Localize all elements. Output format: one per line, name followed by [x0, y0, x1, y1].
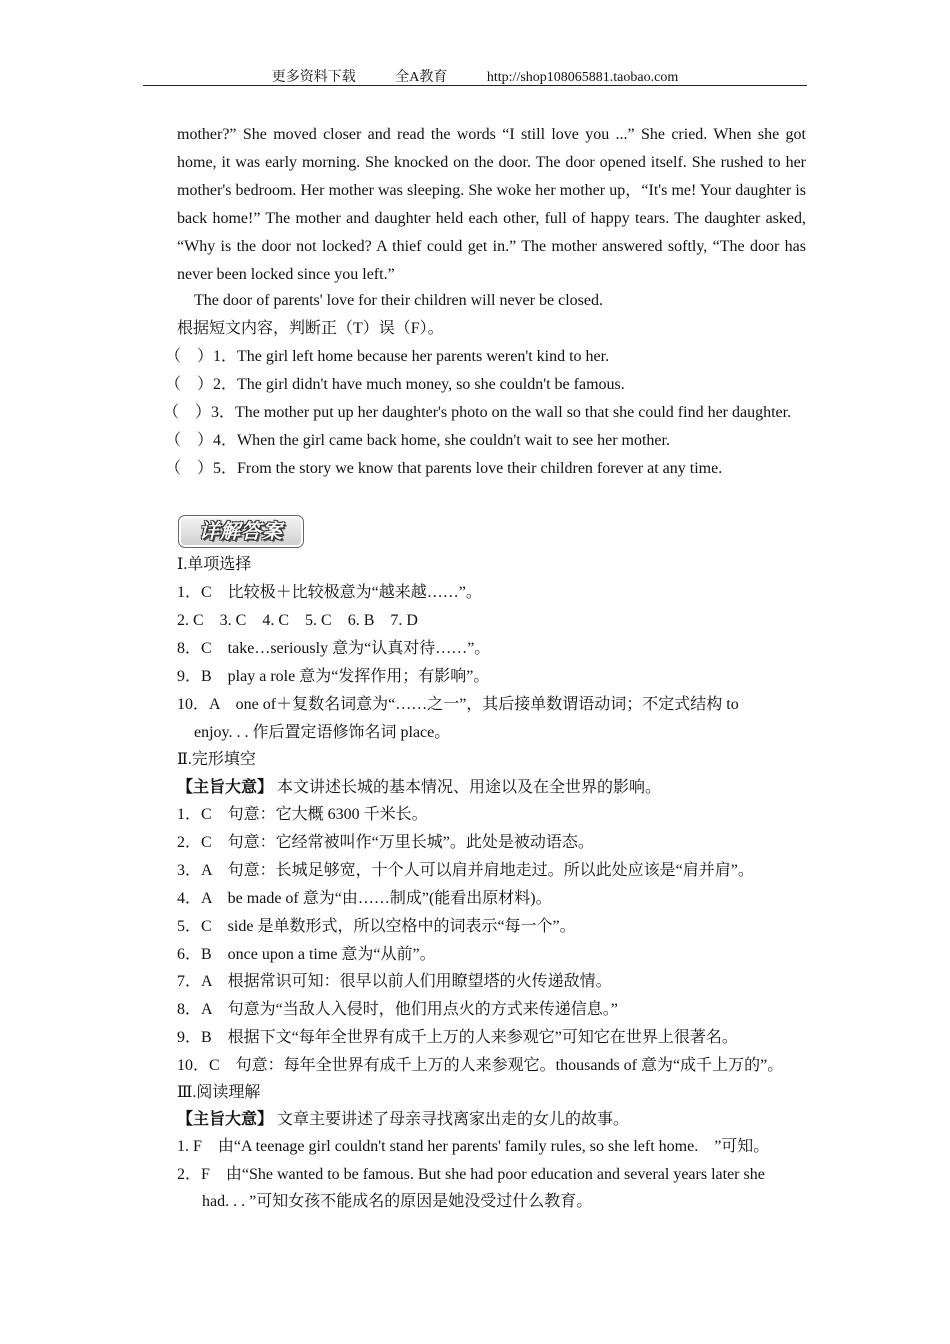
- passage-continuation: mother?” She moved closer and read the words “I still love you ...” She cried. When she got home, it was early morning. She knocked on the door. The door opened itself. She rushed to her mother's bedroom. Her mother was sleeping. She woke her mother up，“It's me! Your daughter is back home!” The mother and daughter held each other, full of happy tears. The daughter asked, “Why is the door not locked? A thief could get in.” The mother answered softly, “The door has never been locked since you left.”: [177, 126, 806, 283]
- main-idea-label: 【主旨大意】: [177, 779, 274, 796]
- answer-line: 8．C take…seriously 意为“认真对待……”。: [177, 640, 491, 657]
- answer-line: 3．A 句意：长城足够宽，十个人可以肩并肩地走过。所以此处应该是“肩并肩”。: [177, 862, 754, 879]
- question-3: （ ）3．The mother put up her daughter's photo on the wall so that she could find her daughter.: [163, 404, 792, 421]
- answer-line: 6．B once upon a time 意为“从前”。: [177, 946, 436, 963]
- section-3-main-idea: [177, 1110, 629, 1130]
- header-brand: 全A教育: [395, 70, 448, 85]
- answer-line: 1. F 由“A teenage girl couldn't stand her parents' family rules, so she left home. ”可知。: [177, 1138, 770, 1155]
- question-4: （ ）4．When the girl came back home, she couldn't wait to see her mother.: [165, 432, 670, 449]
- answer-line: enjoy. . . 作后置定语修饰名词 place。: [194, 724, 451, 741]
- answer-line: 4．A be made of 意为“由……制成”(能看出原材料)。: [177, 890, 552, 907]
- answer-line: 1．C 比较极＋比较极意为“越来越……”。: [177, 584, 482, 601]
- answer-line: had. . . ”可知女孩不能成名的原因是她没受过什么教育。: [202, 1193, 593, 1210]
- main-idea-label: 【主旨大意】: [177, 1111, 274, 1128]
- answer-line: 10．C 句意：每年全世界有成千上万的人来参观它。thousands of 意为“成千上万的”。: [177, 1057, 784, 1074]
- answer-line: 2．C 句意：它经常被叫作“万里长城”。此处是被动语态。: [177, 834, 594, 851]
- section-3-title: Ⅲ.阅读理解: [177, 1084, 261, 1101]
- answer-line: 9．B 根据下文“每年全世界有成千上万的人来参观它”可知它在世界上很著名。: [177, 1029, 738, 1046]
- answer-line: 9．B play a role 意为“发挥作用；有影响”。: [177, 668, 490, 685]
- question-2: （ ）2．The girl didn't have much money, so she couldn't be famous.: [165, 376, 625, 393]
- section-2-title: Ⅱ.完形填空: [177, 751, 256, 768]
- answer-line: 5．C side 是单数形式，所以空格中的词表示“每一个”。: [177, 918, 576, 935]
- main-idea-text: 文章主要讲述了母亲寻找离家出走的女儿的故事。: [277, 1111, 630, 1128]
- answer-line: 2. C 3. C 4. C 5. C 6. B 7. D: [177, 612, 418, 629]
- passage-closing: The door of parents' love for their children will never be closed.: [194, 292, 603, 309]
- answer-line: 8．A 句意为“当敌人入侵时，他们用点火的方式来传递信息。”: [177, 1001, 618, 1018]
- page-header: [0, 66, 950, 86]
- question-1: （ ）1．The girl left home because her parents weren't kind to her.: [165, 348, 610, 365]
- instruction: 根据短文内容，判断正（T）误（F）。: [177, 320, 444, 337]
- answer-line: 1．C 句意：它大概 6300 千米长。: [177, 806, 428, 823]
- answer-line: 10．A one of＋复数名词意为“……之一”，其后接单数谓语动词；不定式结构 to: [177, 696, 739, 713]
- header-url[interactable]: http://shop108065881.taobao.com: [486, 70, 679, 85]
- question-5: （ ）5．From the story we know that parents love their children forever at any time.: [165, 460, 723, 477]
- header-rule: [143, 85, 807, 86]
- header-more-label: 更多资料下载: [271, 70, 356, 85]
- section-2-main-idea: [177, 778, 661, 798]
- answer-line: 2．F 由“She wanted to be famous. But she had poor education and several years later she: [177, 1166, 765, 1183]
- answers-badge: 详解答案: [178, 515, 304, 548]
- section-1-title: Ⅰ.单项选择: [177, 556, 252, 573]
- main-idea-text: 本文讲述长城的基本情况、用途以及在全世界的影响。: [277, 779, 662, 796]
- answer-line: 7．A 根据常识可知：很早以前人们用瞭望塔的火传递敌情。: [177, 973, 612, 990]
